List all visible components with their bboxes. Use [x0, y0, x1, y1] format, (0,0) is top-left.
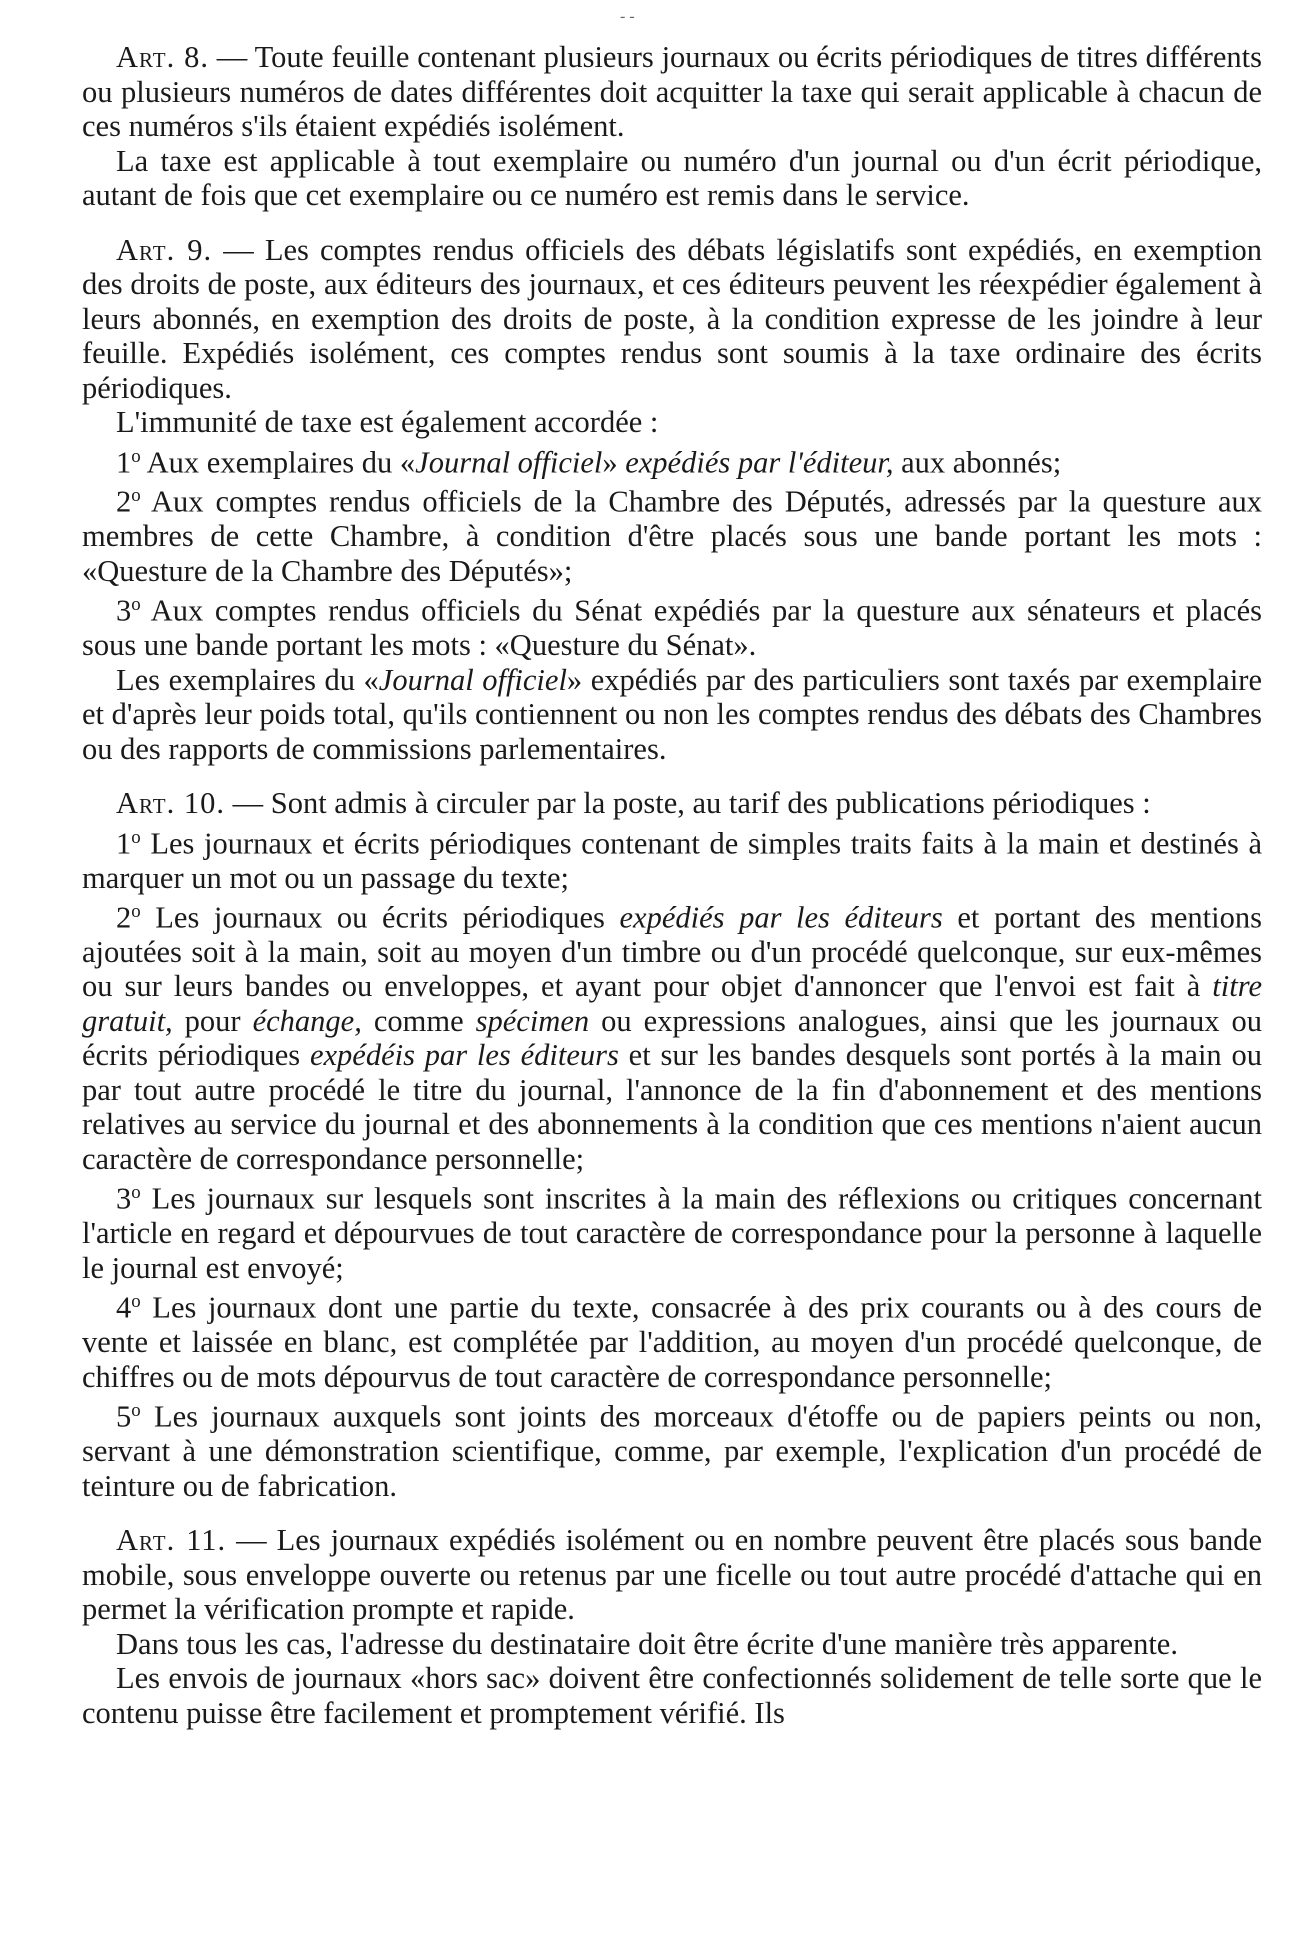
ordinal-superscript: o: [131, 1291, 141, 1313]
text-run: 3: [116, 1181, 132, 1216]
text-run: ou expressions analogues, ainsi que les journaux ou écrits périodiques: [82, 1003, 1262, 1073]
text-run: comme: [361, 1003, 476, 1038]
text-run: L'immunité de taxe est également accordée :: [116, 405, 659, 439]
text-run: 2: [116, 900, 132, 935]
text-run: » expédiés par des particuliers sont taxés par exemplaire et d'après leur poids total, qu'ils contiennent ou non les comptes rendus des débats des Chambres ou des rapports de commissions parlementaires.: [82, 662, 1262, 766]
text-run: Aux exemplaires du «: [140, 444, 416, 479]
italic-text: titre gratuit,: [82, 969, 1262, 1038]
text-run: 4: [116, 1290, 132, 1325]
paragraph: [82, 663, 1262, 767]
paragraph: [82, 1523, 1262, 1627]
article-art10: [82, 786, 1262, 1503]
paragraph: [82, 233, 1262, 406]
paragraph: [82, 40, 1262, 144]
paragraph: [82, 479, 1262, 588]
text-run: Aux comptes rendus officiels du Sénat expédiés par la questure aux sénateurs et placés sous une bande portant les mots : «Questure du Sénat».: [82, 593, 1262, 663]
paragraph: [82, 1627, 1262, 1662]
text-run: — Sont admis à circuler par la poste, au tarif des publications périodiques :: [224, 786, 1151, 821]
text-run: Les envois de journaux «hors sac» doivent être confectionnés solidement de telle sorte que le contenu puisse être facilement et promptement vérifié. Ils: [82, 1661, 1262, 1730]
italic-text: expédiés par les éditeurs: [619, 900, 943, 935]
text-column: [82, 40, 1262, 1750]
text-run: — Les comptes rendus officiels des débats législatifs sont expédiés, en exemption des droits de poste, aux éditeurs des journaux, et ces éditeurs peuvent les réexpédier également à leurs abonnés, en exemption des droits de poste, à la condition expresse de les joindre à leur feuille. Expédiés isolément, ces comptes rendus sont soumis à la taxe ordinaire des écrits périodiques.: [82, 232, 1262, 405]
paragraph: [82, 895, 1262, 1176]
article-art8: [82, 40, 1262, 213]
text-run: Les exemplaires du «: [116, 662, 379, 697]
text-run: Dans tous les cas, l'adresse du destinataire doit être écrite d'une manière très apparente.: [116, 1626, 1178, 1661]
article-label: Art. 11.: [116, 1523, 227, 1558]
text-run: Les journaux et écrits périodiques contenant de simples traits faits à la main et destinés à marquer un mot ou un passage du texte;: [82, 826, 1262, 895]
article-label: Art. 10.: [116, 786, 225, 821]
text-run: pour: [172, 1003, 253, 1038]
ordinal-superscript: o: [131, 1400, 141, 1422]
ordinal-superscript: o: [131, 485, 141, 507]
paragraph: [82, 1661, 1262, 1730]
text-run: Les journaux sur lesquels sont inscrites à la main des réflexions ou critiques concernant l'article en regard et dépourvues de tout caractère de correspondance pour la personne à laquelle le journal est envoyé;: [82, 1181, 1262, 1285]
text-run: 3: [116, 593, 132, 628]
paragraph: [82, 144, 1262, 213]
text-run: Les journaux dont une partie du texte, consacrée à des prix courants ou à des cours de vente et laissée en blanc, est complétée par l'addition, au moyen d'un procédé quelconque, de chiffres ou de mots dépourvus de tout caractère de correspondance personnelle;: [82, 1290, 1262, 1394]
text-run: Aux comptes rendus officiels de la Chambre des Députés, adressés par la questure aux membres de cette Chambre, à condition d'être placés sous une bande portant les mots : «Questure de la Chambre des Députés»;: [82, 484, 1262, 588]
italic-text: échange,: [252, 1003, 362, 1038]
paragraph: [82, 821, 1262, 895]
paragraph: [82, 1394, 1262, 1503]
text-run: aux abonnés;: [893, 444, 1062, 479]
paragraph: [82, 1176, 1262, 1285]
article-label: Art. 9.: [116, 232, 213, 267]
italic-text: Journal officiel: [415, 444, 603, 479]
text-run: et sur les bandes desquels sont portés à la main ou par tout autre procédé le titre du journal, l'annonce de la fin d'abonnement et des mentions relatives au service du journal et des abonnements à la condition que ces mentions n'aient aucun caractère de correspondance personnelle;: [82, 1038, 1262, 1176]
text-run: 2: [116, 484, 132, 519]
text-run: La taxe est applicable à tout exemplaire ou numéro d'un journal ou d'un écrit périodique, autant de fois que cet exemplaire ou ce numéro est remis dans le service.: [82, 143, 1262, 212]
italic-text: expédéis par les éditeurs: [309, 1038, 619, 1073]
text-run: et portant des mentions ajoutées soit à la main, soit au moyen d'un timbre ou d'un procédé quelconque, sur eux-mêmes ou sur leurs bandes ou enveloppes, et ayant pour objet d'annoncer que l'envoi est fait à: [82, 900, 1263, 1004]
text-run: — Toute feuille contenant plusieurs journaux ou écrits périodiques de titres différents ou plusieurs numéros de dates différentes doit acquitter la taxe qui serait applicable à chacun de ces numéros s'ils étaient expédiés isolément.: [82, 40, 1262, 143]
article-art9: [82, 233, 1262, 767]
paragraph: [82, 1285, 1262, 1394]
paragraph: [82, 440, 1262, 480]
page-mark: - -: [620, 8, 635, 25]
paragraph: [82, 405, 1262, 440]
ordinal-superscript: o: [131, 826, 141, 848]
ordinal-superscript: o: [131, 1182, 141, 1204]
ordinal-superscript: o: [131, 594, 141, 616]
text-run: — Les journaux expédiés isolément ou en nombre peuvent être placés sous bande mobile, sous enveloppe ouverte ou retenus par une ficelle ou tout autre procédé d'attache qui en permet la vérification prompte et rapide.: [82, 1523, 1262, 1627]
text-run: Les journaux ou écrits périodiques: [140, 900, 620, 935]
text-run: 5: [116, 1399, 132, 1434]
ordinal-superscript: o: [131, 901, 141, 923]
italic-text: spécimen: [475, 1003, 590, 1038]
text-run: 1: [116, 444, 132, 479]
text-run: Les journaux auxquels sont joints des morceaux d'étoffe ou de papiers peints ou non, servant à une démonstration scientifique, comme, par exemple, l'explication d'un procédé de teinture ou de fabrication.: [82, 1399, 1262, 1503]
italic-text: expédiés par l'éditeur,: [625, 444, 894, 479]
text-run: »: [602, 444, 626, 479]
article-label: Art. 8.: [116, 40, 209, 74]
paragraph: [82, 786, 1262, 821]
italic-text: Journal officiel: [378, 662, 567, 697]
text-run: 1: [116, 826, 132, 861]
ordinal-superscript: o: [131, 445, 141, 467]
article-art11: [82, 1523, 1262, 1730]
paragraph: [82, 588, 1262, 662]
